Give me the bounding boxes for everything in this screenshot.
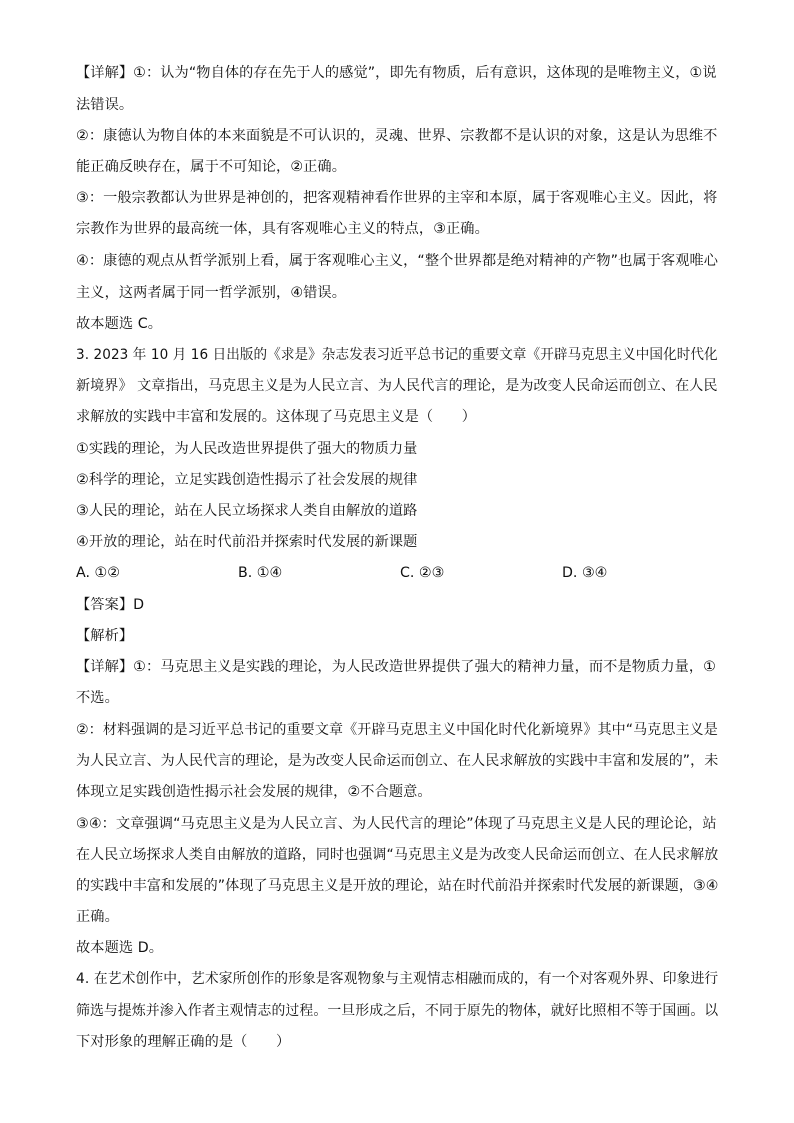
text-line: ③：一般宗教都认为世界是神创的，把客观精神看作世界的主宰和本原，属于客观唯心主义。因此，将: [76, 190, 718, 206]
question-stem: 筛选与提炼并渗入作者主观情志的过程。一旦形成之后，不同于原先的物体，就好比照相不等于国画。以: [76, 1003, 719, 1019]
question-stem: 求解放的实践中丰富和发展的。这体现了马克思主义是（ ）: [76, 409, 477, 425]
text-line: 正确。: [76, 909, 119, 925]
statement-2: ②科学的理论，立足实践创造性揭示了社会发展的规律: [76, 472, 418, 488]
text-line: 的实践中丰富和发展的”体现了马克思主义是开放的理论，站在时代前沿并探索时代发展的新课题，③④: [76, 878, 719, 894]
text-line: 为人民立言、为人民代言的理论，是为改变人民命运而创立、在人民求解放的实践中丰富和发展的”，未: [76, 753, 719, 769]
question-stem: 3. 2023 年 10 月 16 日出版的《求是》杂志发表习近平总书记的重要文章《开辟马克思主义中国化时代化: [76, 347, 718, 363]
question-stem: 新境界》 文章指出，马克思主义是为人民立言、为人民代言的理论，是为改变人民命运而创立、在人民: [76, 378, 718, 394]
option-d: D. ③④: [562, 565, 608, 581]
analysis-label: 【解析】: [76, 628, 134, 644]
text-line: 宗教作为世界的最高统一体，具有客观唯心主义的特点，③正确。: [76, 221, 489, 237]
option-a: A. ①②: [76, 565, 120, 581]
text-line: 体现立足实践创造性揭示社会发展的规律，②不合题意。: [76, 784, 432, 800]
text-line: ②：材料强调的是习近平总书记的重要文章《开辟马克思主义中国化时代化新境界》其中“马克思主义是: [76, 722, 718, 738]
text-line: 【详解】①：认为“物自体的存在先于人的感觉”，即先有物质，后有意识，这体现的是唯物主义，①说: [76, 65, 717, 81]
text-line: 主义，这两者属于同一哲学派别，④错误。: [76, 285, 346, 301]
statement-4: ④开放的理论，站在时代前沿并探索时代发展的新课题: [76, 534, 418, 550]
text-line: ④：康德的观点从哲学派别上看，属于客观唯心主义，“整个世界都是绝对精神的产物”也属于客观唯心: [76, 253, 719, 269]
option-b: B. ①④: [238, 565, 283, 581]
option-c: C. ②③: [400, 565, 445, 581]
text-line: 不选。: [76, 690, 119, 706]
text-line: 法错误。: [76, 97, 134, 113]
statement-1: ①实践的理论，为人民改造世界提供了强大的物质力量: [76, 441, 418, 457]
text-line: ②：康德认为物自体的本来面貌是不可认识的，灵魂、世界、宗教都不是认识的对象，这是认为思维不: [76, 128, 718, 144]
answer-label: 【答案】D: [76, 597, 145, 613]
question-stem: 4. 在艺术创作中，艺术家所创作的形象是客观物象与主观情志相融而成的，有一个对客观外界、印象进行: [76, 971, 719, 987]
text-line: 故本题选 D。: [76, 940, 164, 956]
text-line: 能正确反映存在，属于不可知论，②正确。: [76, 159, 346, 175]
statement-3: ③人民的理论，站在人民立场探求人类自由解放的道路: [76, 503, 418, 519]
text-line: 故本题选 C。: [76, 316, 163, 332]
text-line: 在人民立场探求人类自由解放的道路，同时也强调“马克思主义是为改变人民命运而创立、在人民求解放: [76, 847, 719, 863]
question-stem: 下对形象的理解正确的是（ ）: [76, 1034, 291, 1050]
text-line: ③④：文章强调“马克思主义是为人民立言、为人民代言的理论”体现了马克思主义是人民的理论论，站: [76, 816, 717, 832]
text-line: 【详解】①：马克思主义是实践的理论，为人民改造世界提供了强大的精神力量，而不是物质力量，①: [76, 659, 717, 675]
